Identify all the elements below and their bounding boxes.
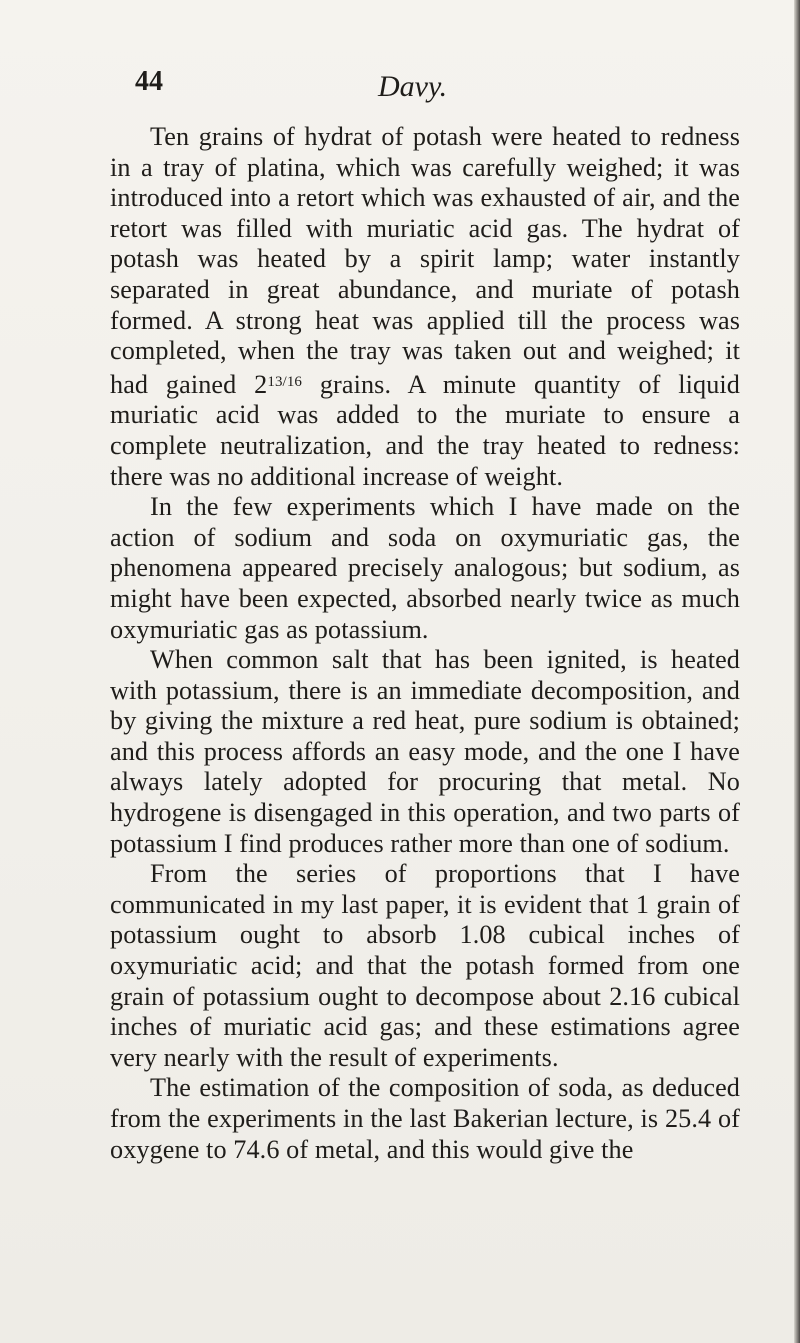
running-head: Davy.	[378, 70, 448, 103]
paragraph-1-text-after: grains. A minute quantity of liquid muriatic acid was added to the muriate to ensure a complete neutralization, and the tray heated to redness: there was no additional increase of weight.	[110, 369, 740, 491]
fraction: 13/16	[267, 373, 303, 390]
page-number: 44	[135, 66, 163, 97]
paragraph-1-text-before: Ten grains of hydrat of potash were heated to redness in a tray of platina, which was carefully weighed; it was introduced into a retort which was exhausted of air, and the retort was filled with muriatic acid gas. The hydrat of potash was heated by a spirit lamp; water instantly separated in great abundance, and muriate of potash formed. A strong heat was applied till the process was completed, when the tray was taken out and weighed; it had gained 2	[110, 122, 740, 399]
page-header	[0, 66, 800, 116]
paragraph-4: From the series of proportions that I have communicated in my last paper, it is evident that 1 grain of potassium ought to absorb 1.08 cubical inches of oxymuriatic acid; and that the potash formed from one grain of potassium ought to decompose about 2.16 cubical inches of muriatic acid gas; and these estimations agree very nearly with the result of experiments.	[110, 859, 740, 1072]
body-text	[110, 122, 740, 1282]
paragraph-2: In the few experiments which I have made on the action of sodium and soda on oxymuriatic gas, the phenomena appeared precisely analogous; but sodium, as might have been expected, absorbed nearly twice as much oxymuriatic gas as potassium.	[110, 492, 740, 644]
page-binding-edge	[794, 0, 800, 1343]
paragraph-5: The estimation of the composition of soda, as deduced from the experiments in the last Bakerian lecture, is 25.4 of oxygene to 74.6 of metal, and this would give the	[110, 1073, 740, 1164]
paragraph-1	[110, 122, 740, 492]
paragraph-3: When common salt that has been ignited, is heated with potassium, there is an immediate decomposition, and by giving the mixture a red heat, pure sodium is obtained; and this process affords an easy mode, and the one I have always lately adopted for procuring that metal. No hydrogene is disengaged in this operation, and two parts of potassium I find produces rather more than one of sodium.	[110, 645, 740, 858]
